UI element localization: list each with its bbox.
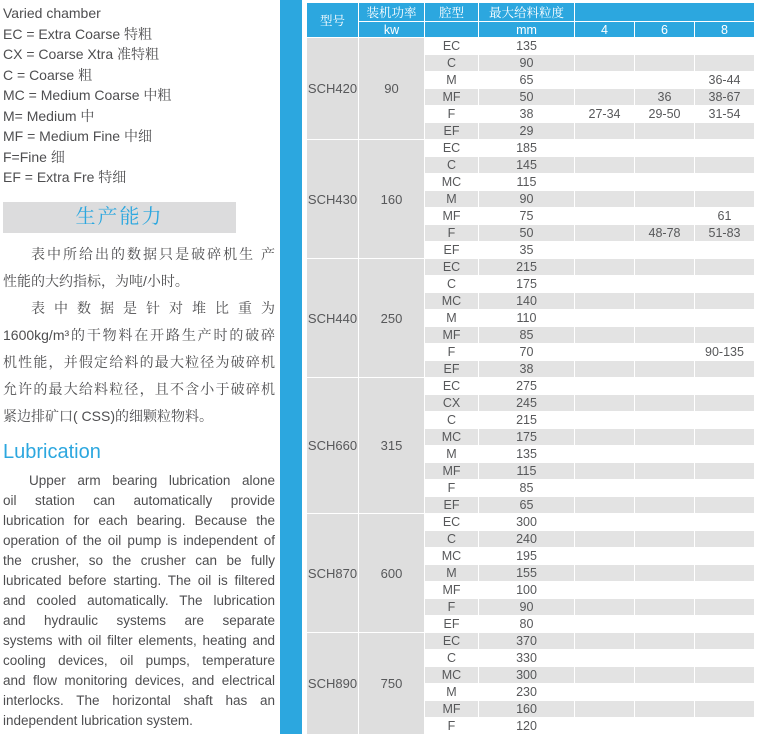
- css-8-cell: [695, 412, 755, 429]
- table-row: [307, 378, 755, 395]
- cavity-cell: EF: [425, 497, 479, 514]
- max-feed-cell: 80: [479, 616, 575, 633]
- model-cell: SCH430: [307, 140, 359, 259]
- css-8-cell: [695, 684, 755, 701]
- css-6-cell: [635, 650, 695, 667]
- css-8-cell: [695, 599, 755, 616]
- css-6-cell: [635, 378, 695, 395]
- cavity-cell: EF: [425, 242, 479, 259]
- cavity-cell: EC: [425, 140, 479, 157]
- css-8-cell: 36-44: [695, 72, 755, 89]
- css-8-cell: [695, 38, 755, 55]
- paragraph-line: 允许的最大给料粒径，且不含小于破碎机: [3, 380, 275, 397]
- max-feed-cell: 120: [479, 718, 575, 735]
- max-feed-cell: 75: [479, 208, 575, 225]
- cavity-cell: F: [425, 599, 479, 616]
- cavity-cell: M: [425, 565, 479, 582]
- cavity-cell: M: [425, 310, 479, 327]
- paragraph-line: 表 中 数 据 是 针 对 堆 比 重 为: [31, 299, 275, 316]
- cavity-cell: F: [425, 480, 479, 497]
- max-feed-cell: 300: [479, 667, 575, 684]
- max-feed-cell: 240: [479, 531, 575, 548]
- model-cell: SCH890: [307, 633, 359, 735]
- max-feed-cell: 115: [479, 174, 575, 191]
- paragraph-line: Upper arm bearing lubrication alone: [29, 472, 275, 488]
- cavity-cell: F: [425, 106, 479, 123]
- css-4-cell: [575, 429, 635, 446]
- css-8-cell: [695, 582, 755, 599]
- css-4-cell: [575, 38, 635, 55]
- table-row: [307, 259, 755, 276]
- lubrication-heading: Lubrication: [3, 440, 101, 463]
- header-cavity: 腔型: [425, 3, 479, 22]
- css-6-cell: [635, 123, 695, 140]
- cavity-cell: MC: [425, 429, 479, 446]
- css-8-cell: [695, 327, 755, 344]
- max-feed-cell: 155: [479, 565, 575, 582]
- cavity-cell: MC: [425, 667, 479, 684]
- cavity-cell: MF: [425, 208, 479, 225]
- legend-item: CX = Coarse Xtra 准特粗: [3, 46, 159, 62]
- cavity-cell: F: [425, 344, 479, 361]
- cavity-cell: MF: [425, 327, 479, 344]
- css-4-cell: [575, 446, 635, 463]
- spec-table-body: [307, 38, 755, 735]
- css-8-cell: [695, 293, 755, 310]
- css-4-cell: [575, 599, 635, 616]
- css-6-cell: [635, 412, 695, 429]
- cavity-cell: MF: [425, 582, 479, 599]
- css-8-cell: [695, 140, 755, 157]
- css-4-cell: [575, 514, 635, 531]
- header-power-unit: kw: [359, 22, 425, 38]
- css-6-cell: [635, 293, 695, 310]
- header-model: 型号: [307, 3, 359, 38]
- css-6-cell: [635, 684, 695, 701]
- css-6-cell: [635, 327, 695, 344]
- max-feed-cell: 300: [479, 514, 575, 531]
- cavity-cell: EC: [425, 378, 479, 395]
- css-6-cell: [635, 616, 695, 633]
- accent-divider-bar: [280, 0, 302, 734]
- header-power: 装机功率: [359, 3, 425, 22]
- max-feed-cell: 215: [479, 412, 575, 429]
- header-max-feed: 最大给料粒度: [479, 3, 575, 22]
- legend-item: MC = Medium Coarse 中粗: [3, 87, 172, 103]
- header-css-4: 4: [575, 22, 635, 38]
- paragraph-line: and cooled automatically. The lubrication: [3, 592, 275, 608]
- css-6-cell: [635, 718, 695, 735]
- css-4-cell: [575, 684, 635, 701]
- paragraph-line: lubricated before starting. The oil is filtered: [3, 572, 275, 588]
- css-6-cell: [635, 259, 695, 276]
- css-6-cell: [635, 395, 695, 412]
- paragraph-line: lubrication for each bearing. Because the: [3, 512, 275, 528]
- css-4-cell: [575, 361, 635, 378]
- css-6-cell: [635, 361, 695, 378]
- table-row: [307, 140, 755, 157]
- css-6-cell: [635, 463, 695, 480]
- css-4-cell: [575, 531, 635, 548]
- cavity-cell: C: [425, 412, 479, 429]
- css-8-cell: [695, 446, 755, 463]
- css-8-cell: [695, 361, 755, 378]
- css-6-cell: [635, 548, 695, 565]
- css-6-cell: [635, 633, 695, 650]
- css-6-cell: 48-78: [635, 225, 695, 242]
- max-feed-cell: 100: [479, 582, 575, 599]
- css-8-cell: [695, 429, 755, 446]
- max-feed-cell: 90: [479, 191, 575, 208]
- css-6-cell: [635, 344, 695, 361]
- cavity-cell: EC: [425, 38, 479, 55]
- lubrication-paragraph: [3, 471, 275, 731]
- max-feed-cell: 230: [479, 684, 575, 701]
- css-6-cell: [635, 242, 695, 259]
- css-4-cell: [575, 565, 635, 582]
- css-6-cell: [635, 701, 695, 718]
- paragraph-line: 机性能，并假定给料的最大粒径为破碎机: [3, 353, 275, 370]
- power-cell: 750: [359, 633, 425, 735]
- cavity-cell: EC: [425, 633, 479, 650]
- max-feed-cell: 38: [479, 361, 575, 378]
- max-feed-cell: 90: [479, 55, 575, 72]
- max-feed-cell: 330: [479, 650, 575, 667]
- max-feed-cell: 185: [479, 140, 575, 157]
- css-4-cell: [575, 157, 635, 174]
- max-feed-cell: 50: [479, 225, 575, 242]
- cavity-cell: C: [425, 650, 479, 667]
- header-row-2: [307, 22, 755, 38]
- spec-table: [306, 2, 755, 735]
- paragraph-line: the crusher, so the crusher can be fully: [3, 552, 275, 568]
- css-6-cell: [635, 582, 695, 599]
- css-8-cell: [695, 242, 755, 259]
- capacity-paragraph-1: [3, 241, 275, 295]
- spec-table-head: [307, 3, 755, 38]
- max-feed-cell: 65: [479, 72, 575, 89]
- css-8-cell: [695, 497, 755, 514]
- max-feed-cell: 115: [479, 463, 575, 480]
- css-6-cell: [635, 140, 695, 157]
- paragraph-line: 性能的大约指标，为吨/小时。: [3, 272, 189, 289]
- cavity-cell: F: [425, 718, 479, 735]
- paragraph-line: 表中所给出的数据只是破碎机生 产: [31, 245, 275, 262]
- css-4-cell: [575, 89, 635, 106]
- max-feed-cell: 195: [479, 548, 575, 565]
- css-6-cell: [635, 531, 695, 548]
- css-4-cell: [575, 412, 635, 429]
- header-max-feed-unit: mm: [479, 22, 575, 38]
- cavity-cell: M: [425, 191, 479, 208]
- css-4-cell: [575, 667, 635, 684]
- cavity-cell: C: [425, 55, 479, 72]
- cavity-cell: EF: [425, 361, 479, 378]
- css-4-cell: [575, 633, 635, 650]
- cavity-cell: M: [425, 72, 479, 89]
- cavity-cell: C: [425, 276, 479, 293]
- max-feed-cell: 90: [479, 599, 575, 616]
- cavity-cell: M: [425, 684, 479, 701]
- css-8-cell: [695, 191, 755, 208]
- max-feed-cell: 275: [479, 378, 575, 395]
- max-feed-cell: 215: [479, 259, 575, 276]
- css-8-cell: 31-54: [695, 106, 755, 123]
- css-8-cell: [695, 480, 755, 497]
- paragraph-line: interlocks. The horizontal shaft has an: [3, 692, 275, 708]
- css-4-cell: [575, 310, 635, 327]
- max-feed-cell: 370: [479, 633, 575, 650]
- table-row: [307, 38, 755, 55]
- css-6-cell: [635, 446, 695, 463]
- max-feed-cell: 29: [479, 123, 575, 140]
- paragraph-line: cooling devices, oil pumps, temperature: [3, 652, 275, 668]
- css-6-cell: [635, 72, 695, 89]
- css-4-cell: [575, 174, 635, 191]
- paragraph-line: and hydraulic systems are separate: [3, 612, 275, 628]
- css-8-cell: [695, 718, 755, 735]
- css-4-cell: [575, 327, 635, 344]
- css-6-cell: [635, 276, 695, 293]
- legend-item: M= Medium 中: [3, 107, 95, 124]
- css-8-cell: [695, 378, 755, 395]
- css-6-cell: [635, 514, 695, 531]
- legend-item: F=Fine 细: [3, 148, 65, 165]
- legend-item: C = Coarse 粗: [3, 66, 93, 83]
- max-feed-cell: 85: [479, 327, 575, 344]
- css-8-cell: [695, 55, 755, 72]
- css-4-cell: [575, 497, 635, 514]
- paragraph-line: operation of the oil pump is independent of: [3, 532, 275, 548]
- css-8-cell: [695, 667, 755, 684]
- css-6-cell: 36: [635, 89, 695, 106]
- max-feed-cell: 70: [479, 344, 575, 361]
- power-cell: 250: [359, 259, 425, 378]
- chamber-legend: [3, 3, 275, 188]
- cavity-cell: MF: [425, 463, 479, 480]
- css-8-cell: [695, 565, 755, 582]
- css-4-cell: [575, 225, 635, 242]
- table-row: [307, 633, 755, 650]
- max-feed-cell: 38: [479, 106, 575, 123]
- css-8-cell: 90-135: [695, 344, 755, 361]
- css-6-cell: [635, 174, 695, 191]
- header-row-1: [307, 3, 755, 22]
- css-4-cell: [575, 718, 635, 735]
- paragraph-line: 紧边排矿口( CSS)的细颗粒物料。: [3, 407, 213, 424]
- css-8-cell: [695, 548, 755, 565]
- cavity-cell: MF: [425, 701, 479, 718]
- cavity-cell: MF: [425, 89, 479, 106]
- cavity-cell: C: [425, 531, 479, 548]
- css-4-cell: 27-34: [575, 106, 635, 123]
- css-8-cell: 51-83: [695, 225, 755, 242]
- max-feed-cell: 50: [479, 89, 575, 106]
- css-6-cell: [635, 208, 695, 225]
- css-8-cell: [695, 514, 755, 531]
- css-8-cell: [695, 633, 755, 650]
- model-cell: SCH420: [307, 38, 359, 140]
- cavity-cell: MC: [425, 174, 479, 191]
- paragraph-line: 1600kg/m³的干物料在开路生产时的破碎: [3, 326, 275, 343]
- css-4-cell: [575, 123, 635, 140]
- css-8-cell: [695, 157, 755, 174]
- css-4-cell: [575, 276, 635, 293]
- cavity-cell: F: [425, 225, 479, 242]
- cavity-cell: MC: [425, 548, 479, 565]
- css-8-cell: 38-67: [695, 89, 755, 106]
- css-4-cell: [575, 378, 635, 395]
- css-8-cell: [695, 174, 755, 191]
- cavity-cell: EC: [425, 259, 479, 276]
- model-cell: SCH660: [307, 378, 359, 514]
- power-cell: 160: [359, 140, 425, 259]
- header-cavity-blank: [425, 22, 479, 38]
- css-8-cell: [695, 463, 755, 480]
- css-6-cell: [635, 565, 695, 582]
- max-feed-cell: 135: [479, 446, 575, 463]
- css-4-cell: [575, 208, 635, 225]
- css-4-cell: [575, 480, 635, 497]
- model-cell: SCH870: [307, 514, 359, 633]
- css-6-cell: [635, 191, 695, 208]
- power-cell: 600: [359, 514, 425, 633]
- cavity-cell: EC: [425, 514, 479, 531]
- capacity-banner: 生产能力: [3, 202, 236, 233]
- max-feed-cell: 245: [479, 395, 575, 412]
- max-feed-cell: 145: [479, 157, 575, 174]
- css-4-cell: [575, 463, 635, 480]
- css-6-cell: 29-50: [635, 106, 695, 123]
- css-4-cell: [575, 293, 635, 310]
- paragraph-line: and flow monitoring devices, and electrical: [3, 672, 275, 688]
- css-4-cell: [575, 242, 635, 259]
- header-css-6: 6: [635, 22, 695, 38]
- header-css-blank: [575, 3, 755, 22]
- css-4-cell: [575, 616, 635, 633]
- legend-title: Varied chamber: [3, 5, 101, 21]
- spec-table-wrap: [306, 2, 754, 734]
- css-6-cell: [635, 480, 695, 497]
- cavity-cell: EF: [425, 123, 479, 140]
- cavity-cell: MC: [425, 293, 479, 310]
- css-4-cell: [575, 548, 635, 565]
- max-feed-cell: 35: [479, 242, 575, 259]
- max-feed-cell: 160: [479, 701, 575, 718]
- css-4-cell: [575, 395, 635, 412]
- css-6-cell: [635, 55, 695, 72]
- cavity-cell: EF: [425, 616, 479, 633]
- capacity-paragraph-2: [3, 295, 275, 430]
- css-4-cell: [575, 650, 635, 667]
- css-6-cell: [635, 497, 695, 514]
- max-feed-cell: 85: [479, 480, 575, 497]
- css-8-cell: [695, 259, 755, 276]
- css-4-cell: [575, 55, 635, 72]
- legend-item: EF = Extra Fre 特细: [3, 169, 127, 185]
- css-8-cell: [695, 650, 755, 667]
- max-feed-cell: 175: [479, 429, 575, 446]
- paragraph-line: oil station can automatically provide: [3, 492, 275, 508]
- cavity-cell: M: [425, 446, 479, 463]
- cavity-cell: C: [425, 157, 479, 174]
- css-8-cell: [695, 123, 755, 140]
- left-panel: [3, 3, 275, 731]
- css-4-cell: [575, 191, 635, 208]
- css-8-cell: [695, 616, 755, 633]
- css-4-cell: [575, 701, 635, 718]
- css-6-cell: [635, 310, 695, 327]
- css-4-cell: [575, 582, 635, 599]
- paragraph-line: independent lubrication system.: [3, 712, 193, 728]
- css-6-cell: [635, 667, 695, 684]
- css-4-cell: [575, 344, 635, 361]
- max-feed-cell: 140: [479, 293, 575, 310]
- css-4-cell: [575, 140, 635, 157]
- css-4-cell: [575, 72, 635, 89]
- max-feed-cell: 135: [479, 38, 575, 55]
- css-8-cell: [695, 701, 755, 718]
- css-8-cell: [695, 276, 755, 293]
- max-feed-cell: 110: [479, 310, 575, 327]
- css-8-cell: [695, 310, 755, 327]
- css-8-cell: 61: [695, 208, 755, 225]
- power-cell: 90: [359, 38, 425, 140]
- model-cell: SCH440: [307, 259, 359, 378]
- css-4-cell: [575, 259, 635, 276]
- header-css-8: 8: [695, 22, 755, 38]
- cavity-cell: CX: [425, 395, 479, 412]
- max-feed-cell: 175: [479, 276, 575, 293]
- css-6-cell: [635, 599, 695, 616]
- table-row: [307, 514, 755, 531]
- css-8-cell: [695, 395, 755, 412]
- legend-item: EC = Extra Coarse 特粗: [3, 25, 152, 42]
- css-6-cell: [635, 429, 695, 446]
- max-feed-cell: 65: [479, 497, 575, 514]
- css-8-cell: [695, 531, 755, 548]
- css-6-cell: [635, 157, 695, 174]
- css-6-cell: [635, 38, 695, 55]
- paragraph-line: systems with oil filter elements, heating and: [3, 632, 275, 648]
- power-cell: 315: [359, 378, 425, 514]
- legend-item: MF = Medium Fine 中细: [3, 128, 152, 144]
